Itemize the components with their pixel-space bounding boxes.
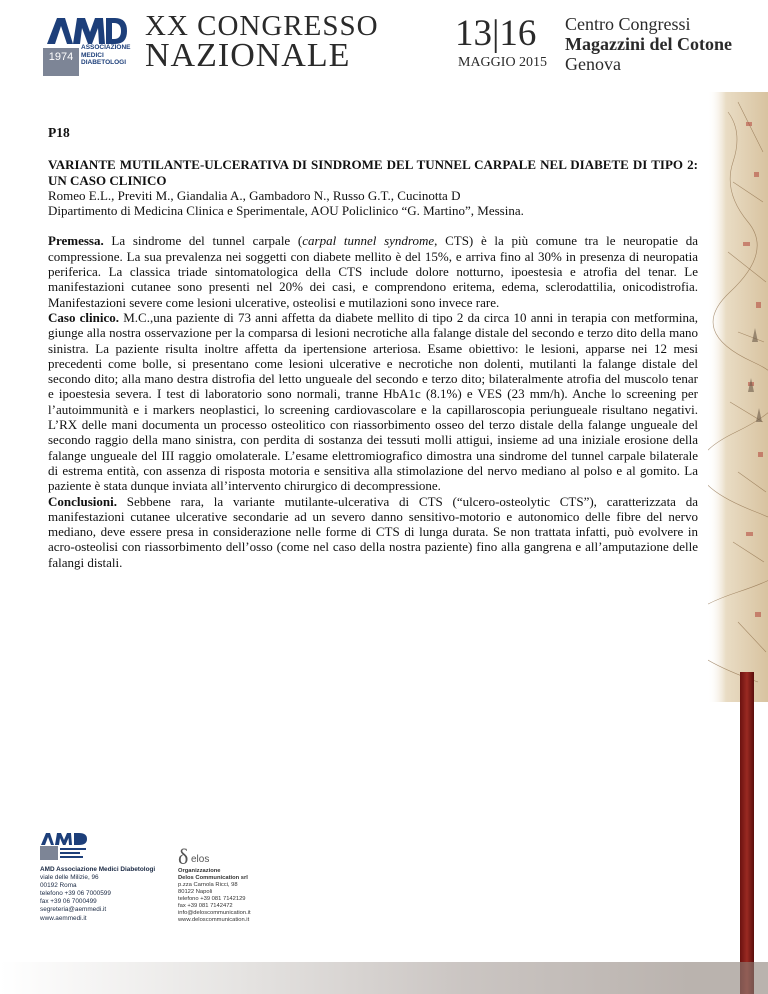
article-affiliation: Dipartimento di Medicina Clinica e Sperimentale, AOU Policlinico “G. Martino”, Messina. [48,203,524,219]
footer-amd-contacts [40,866,155,923]
header-congresso: XX CONGRESSO [145,10,379,42]
logo-assoc-line-1: ASSOCIAZIONE [81,44,131,51]
footer-amd-phone: telefono +39 06 7000599 [40,890,111,898]
footer-amd-name: AMD Associazione Medici Diabetologi [40,866,156,873]
footer-delos-city: 80122 Napoli [178,889,213,895]
premessa-text-a: La sindrome del tunnel carpale ( [103,233,303,249]
logo-association-name [81,44,131,67]
footer-amd-fax: fax +39 06 7000499 [40,898,97,906]
delos-logo-text: elos [191,854,210,865]
conclusioni-label: Conclusioni. [48,493,117,509]
footer-delos-logo [178,844,238,868]
footer-amd-web[interactable]: www.aemmedi.it [40,914,87,922]
section-caso-clinico [48,310,698,494]
header-venue-2: Magazzini del Cotone [565,34,732,54]
header-month-year: MAGGIO 2015 [458,55,548,70]
caso-text: M.C.,una paziente di 73 anni affetta da diabete mellito di tipo 2 da circa 10 anni in terapia con metformina, giunge alla nostra osservazione per la comparsa di lesioni necrotiche alla falange distale del secondo e terzo dito della mano sinistra. La paziente risulta inoltre affetta da ipertensione arteriosa. Esame obiettivo: le lesioni, apparse nei 12 mesi precedenti come bolle, si presentano come lesioni ulcerative e necrotiche non dolenti, mutilanti la falange distale del secondo dito; alla mano destra distrofia del letto ungueale del secondo e terzo dito; bilateralmente atrofia del muscolo tenar e ipoestesia severa. I test di laboratorio sono normali, tranne HbA1c (8.1%) e VES (23 mm/h). Anche lo screening per l’autoimmunità e i markers neoplastici, lo screening cardiovascolare e la capillaroscopia periungueale risultano negativi. L’RX delle mani documenta un processo osteolitico con riassorbimento osseo del terzo distale della falange ungueale del secondo raggio della mano sinistra, con perdita di sostanza dei tessuti molli attigui, insieme ad una iniziale erosione della falange ungueale del III raggio omolaterale. L’esame elettromiografico dimostra una sindrome del tunnel carpale bilaterale di estrema entità, con assenza di risposta motoria e sensitiva alla stimolazione del nervo mediano al polso e al gomito. La paziente è stata dunque inviata all’intervento chirurgico di decompressione. [48,309,699,494]
article [48,125,698,570]
logo-assoc-line-3: DIABETOLOGI [81,59,127,66]
decorative-side-bar [740,672,754,994]
logo-assoc-line-2: MEDICI [81,51,104,59]
header-dates: 13|16 [455,13,537,54]
footer-delos-label: Organizzazione [178,868,221,874]
header-nazionale: NAZIONALE [145,37,351,74]
footer-delos-contacts [178,868,251,924]
footer-amd-logo [40,832,88,860]
premessa-italic: carpal tunnel syndrome [302,233,435,249]
decorative-bottom-band [0,962,768,994]
header-venue-1: Centro Congressi [565,14,691,34]
footer-delos-address: p.zza Carnola Ricci, 98 [178,882,238,888]
amd-logo [43,12,131,76]
footer-amd-address: viale delle Milizie, 96 [40,874,99,882]
footer-delos-web[interactable]: www.deloscommunication.it [178,917,250,923]
footer-delos-email[interactable]: info@deloscommunication.it [178,910,251,916]
logo-year-badge [43,48,79,76]
article-authors: Romeo E.L., Previti M., Giandalia A., Gambadoro N., Russo G.T., Cucinotta D [48,187,461,203]
header-venue-3: Genova [565,54,621,74]
amd-logo-mark [43,12,127,48]
section-conclusioni [48,494,698,570]
conclusioni-text: Sebbene rara, la variante mutilante-ulcerativa di CTS (“ulcero-osteolytic CTS”), caratterizzata da manifestazioni cutanee ulcerative secondarie ad un severo danno sensitivo-motorio e autonomico delle fibre del nervo mediano, deve essere presa in considerazione nelle forme di CTS di lunga durata. Se non trattata infatti, può evolvere in acro-osteolisi con riassorbimento dell’osso (come nel caso della nostra paziente) fino alla gangrena e all’amputazione delle falangi distali. [48,493,698,570]
footer-amd-email[interactable]: segreteria@aemmedi.it [40,906,107,914]
decorative-map-image [708,92,768,702]
footer-delos-name: Delos Communication srl [178,875,248,881]
article-title: VARIANTE MUTILANTE-ULCERATIVA DI SINDROME DEL TUNNEL CARPALE NEL DIABETE DI TIPO 2: UN CASO CLINICO [48,157,698,188]
logo-year: 1974 [48,51,74,63]
premessa-label: Premessa. [48,233,104,249]
svg-text:δ: δ [178,844,189,868]
section-premessa [48,233,698,309]
caso-label: Caso clinico. [48,309,120,325]
footer-delos-phone: telefono +39 081 7142129 [178,896,246,902]
premessa-text-b: , CTS) è la più comune tra le neuropatie da compressione. La sua prevalenza nei soggetti con diabete mellito è del 15%, e arriva fino al 30% in presenza di neuropatia periferica. La classica triade sintomatologica della CTS include dolore notturno, ipoestesia e atrofia del tenar. Le manifestazioni cutanee sono presenti nel 20% dei casi, e comprendono eritema, edema, sclerodattilia, onicodistrofia. Manifestazioni severe come lesioni ulcerative, osteolisi e mutilazioni sono invece rare. [48,233,698,310]
footer-delos-fax: fax +39 081 7142472 [178,903,233,909]
footer-amd-city: 00192 Roma [40,882,77,890]
abstract-code: P18 [48,125,70,140]
